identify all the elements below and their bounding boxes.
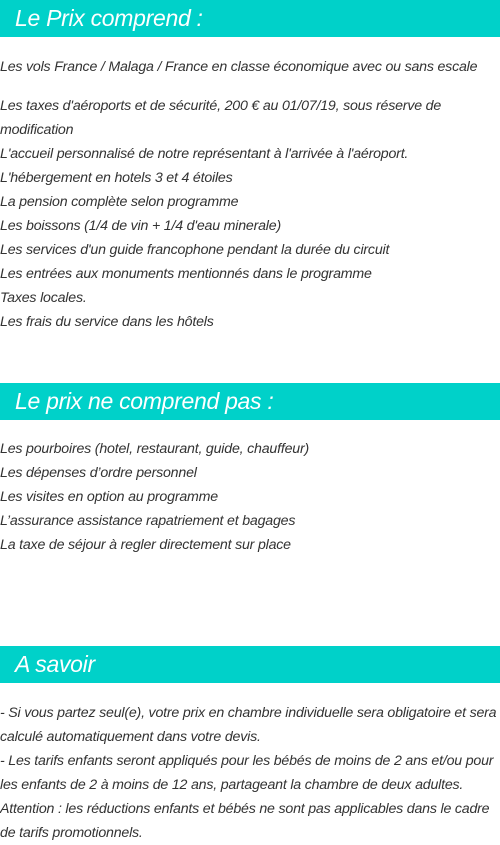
list-item: Les visites en option au programme: [0, 489, 218, 505]
list-item: Les pourboires (hotel, restaurant, guide, chauffeur): [0, 441, 310, 457]
list-item: La pension complète selon programme: [0, 194, 239, 210]
list-item: Les dépenses d’ordre personnel: [0, 465, 197, 481]
prix-ne-comprend-pas-list: [0, 437, 500, 557]
list-item: Les vols France / Malaga / France en classe économique avec ou sans escale: [0, 59, 478, 75]
list-item: L’assurance assistance rapatriement et bagages: [0, 513, 296, 529]
info-paragraph: - Si vous partez seul(e), votre prix en chambre individuelle sera obligatoire et sera calculé automatiquement dans votre devis.: [0, 705, 497, 745]
list-item: Les entrées aux monuments mentionnés dans le programme: [0, 266, 372, 282]
a-savoir-text: [0, 701, 500, 845]
info-paragraph: - Les tarifs enfants seront appliqués pour les bébés de moins de 2 ans et/ou pour les enfants de 2 à moins de 12 ans, partageant la chambre de deux adultes.: [0, 753, 494, 793]
section-header-prix-ne-comprend-pas: Le prix ne comprend pas :: [0, 383, 500, 420]
spacer: [0, 79, 500, 94]
list-item: L'accueil personnalisé de notre représentant à l'arrivée à l'aéroport.: [0, 146, 409, 162]
info-paragraph: Attention : les réductions enfants et bébés ne sont pas applicables dans le cadre de tarifs promotionnels.: [0, 801, 490, 841]
list-item: Taxes locales.: [0, 290, 87, 306]
list-item: Les boissons (1/4 de vin + 1/4 d'eau minerale): [0, 218, 281, 234]
list-item: La taxe de séjour à regler directement sur place: [0, 537, 291, 553]
section-header-prix-comprend: Le Prix comprend :: [0, 0, 500, 37]
section-header-a-savoir: A savoir: [0, 646, 500, 683]
list-item: L'hébergement en hotels 3 et 4 étoiles: [0, 170, 233, 186]
list-item: Les taxes d'aéroports et de sécurité, 200 € au 01/07/19, sous réserve de modification: [0, 98, 442, 138]
prix-comprend-list: [0, 55, 500, 334]
list-item: Les frais du service dans les hôtels: [0, 314, 214, 330]
list-item: Les services d'un guide francophone pendant la durée du circuit: [0, 242, 390, 258]
